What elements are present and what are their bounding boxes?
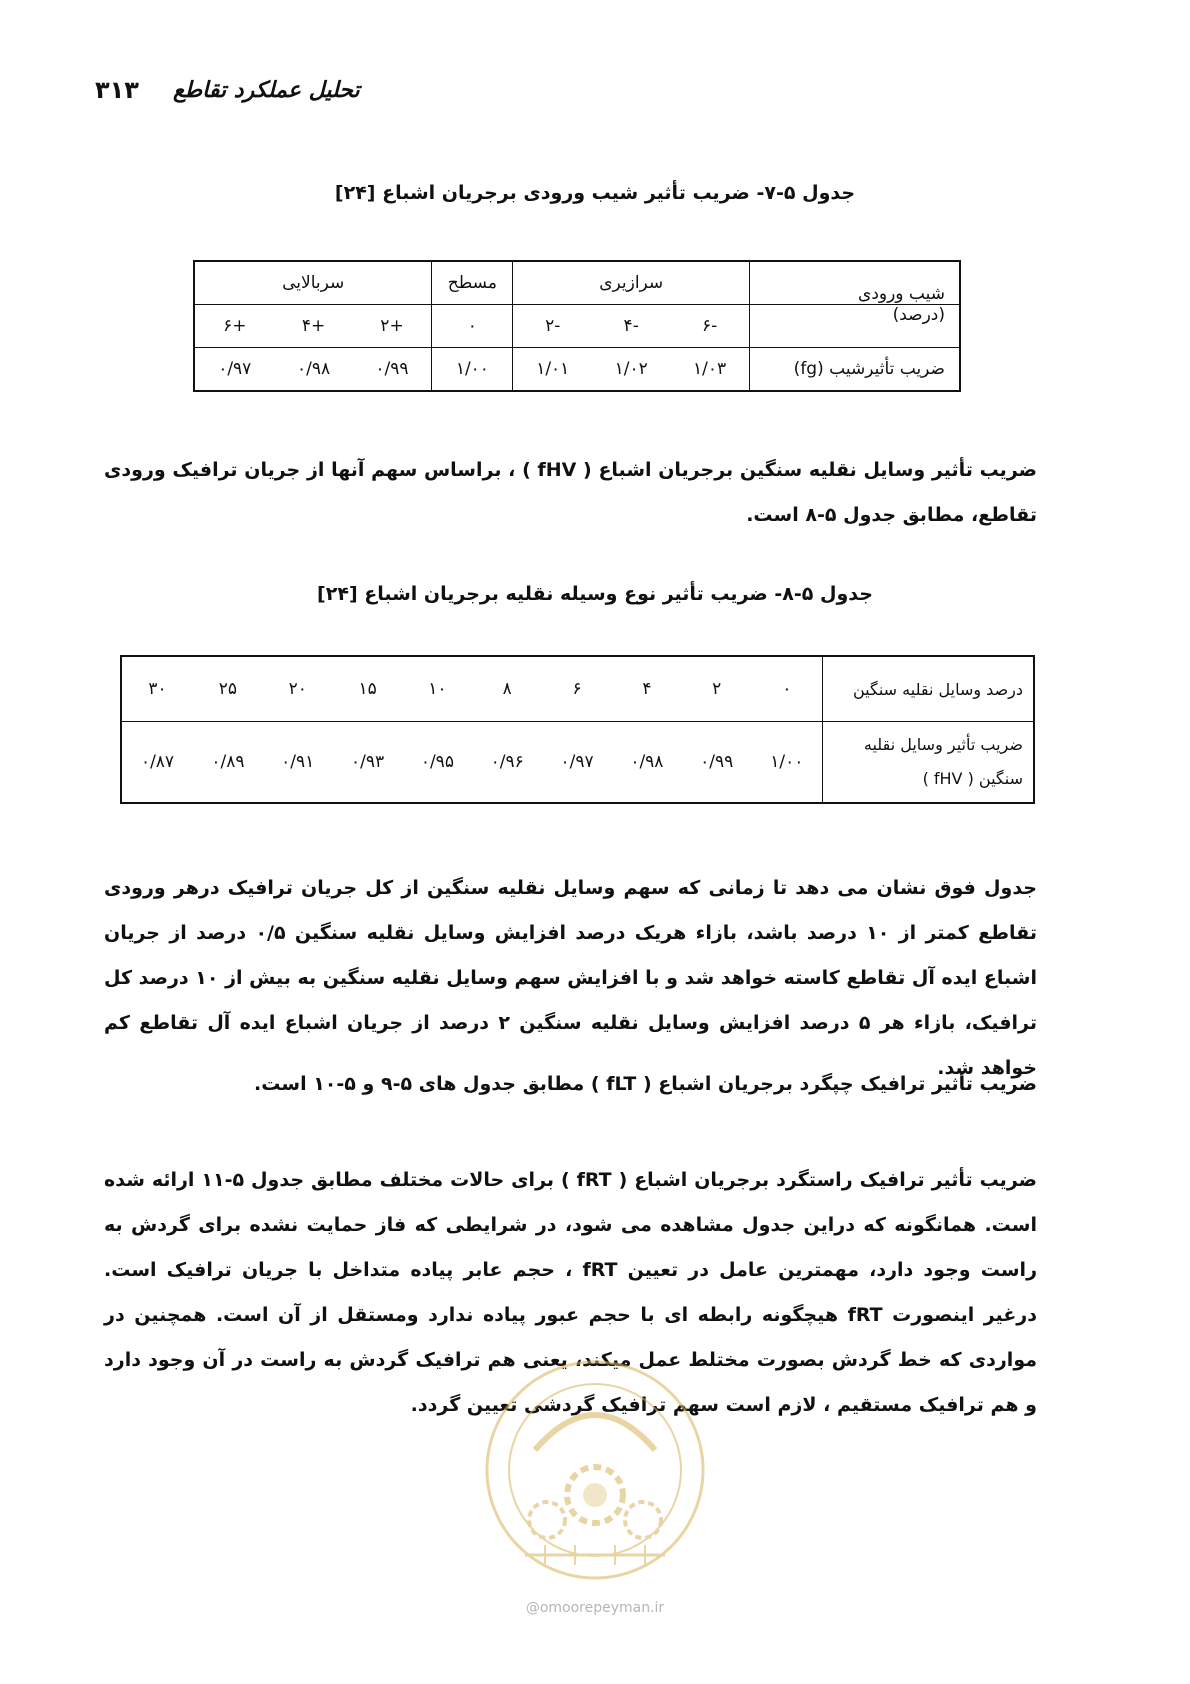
table1-caption: جدول ۵-۷- ضریب تأثیر شیب ورودی برجریان اشباع [۲۴] bbox=[334, 182, 856, 204]
grade-cell: -۲ bbox=[513, 305, 592, 348]
grade-cell: +۲ bbox=[353, 305, 432, 348]
paragraph-table-explanation: جدول فوق نشان می دهد تا زمانی که سهم وسایل نقلیه سنگین از کل جریان ترافیک درهر ورودی تقاطع کمتر از ۱۰ درصد باشد، بازاء هریک درصد افزایش وسایل نقلیه سنگین ۰/۵ درصد از جریان اشباع ایده آل تقاطع کاسته خواهد شد و با افزایش سهم وسایل نقلیه سنگین به بیش از ۱۰ درصد کل ترافیک، بازاء هر ۵ درصد افزایش وسایل نقلیه سنگین ۲ درصد از جریان اشباع ایده آل تقاطع کم خواهد شد. bbox=[104, 877, 1038, 1079]
grade-factor-cell: ۱/۰۰ bbox=[432, 348, 513, 392]
percent-cell: ۲۵ bbox=[193, 656, 263, 722]
paragraph-right-turn: ضریب تأثیر ترافیک راستگرد برجریان اشباع ( fRT ) برای حالات مختلف مطابق جدول ۵-۱۱ ارائه شده است. همانگونه که دراین جدول مشاهده می شود، در شرایطی که فاز حمایت نشده برای گردش به راست وجود دارد، مهمترین عامل در تعیین fRT ، حجم عابر پیاده متداخل با جریان ترافیک است. درغیر اینصورت fRT هیچگونه رابطه ای با حجم عبور پیاده ندارد ومستقل از آن است. همچنین در مواردی که خط گردش بصورت مختلط عمل میکند، یعنی هم ترافیک گردش به راست در آن وجود دارد و هم ترافیک مستقیم ، لازم است سهم ترافیک گردشی تعیین گردد. bbox=[104, 1169, 1038, 1416]
percent-cell: ۳۰ bbox=[121, 656, 193, 722]
grade-factor-label: ضریب تأثیرشیب (fg) bbox=[750, 348, 961, 392]
grade-cell: +۴ bbox=[275, 305, 353, 348]
grade-cell: -۶ bbox=[670, 305, 749, 348]
table2-caption: جدول ۵-۸- ضریب تأثیر نوع وسیله نقلیه برجریان اشباع [۲۴] bbox=[317, 583, 873, 605]
hv-factor-cell: ۰/۹۷ bbox=[560, 752, 594, 772]
hv-factor-cell: ۰/۹۶ bbox=[490, 752, 524, 772]
grade-factor-cell: ۱/۰۱ bbox=[513, 348, 592, 392]
watermark-seal-icon bbox=[475, 1340, 715, 1600]
percent-cell: ۸ bbox=[472, 656, 542, 722]
group-downhill: سرازیری bbox=[513, 261, 750, 305]
percent-cell: ۱۰ bbox=[402, 656, 472, 722]
grade-factor-cell: ۰/۹۸ bbox=[297, 359, 331, 379]
group-uphill: سربالایی bbox=[194, 261, 432, 305]
watermark-url: @omoorepeyman.ir bbox=[525, 1600, 665, 1616]
hv-factor-cell: ۱/۰۰ bbox=[770, 752, 804, 772]
grade-factor-cell: ۱/۰۲ bbox=[614, 359, 648, 379]
grade-factor-cell: ۰/۹۹ bbox=[353, 348, 432, 392]
running-title: تحلیل عملکرد تقاطع bbox=[172, 77, 360, 103]
hv-factor-cell: ۰/۹۸ bbox=[630, 752, 664, 772]
percent-cell: ۴ bbox=[612, 656, 682, 722]
hv-factor-cell: ۰/۹۵ bbox=[420, 752, 454, 772]
percent-cell: ۱۵ bbox=[333, 656, 403, 722]
hv-factor-cell: ۰/۹۳ bbox=[351, 752, 385, 772]
hv-factor-cell: ۰/۹۹ bbox=[700, 752, 734, 772]
group-flat: مسطح bbox=[432, 261, 513, 305]
paragraph-heavy-vehicle: ضریب تأثیر وسایل نقلیه سنگین برجریان اشباع ( fHV ) ، براساس سهم آنها از جریان ترافیک ورودی تقاطع، مطابق جدول ۵-۸ است. bbox=[104, 459, 1037, 526]
percent-cell: ۰ bbox=[752, 656, 823, 722]
hv-factor-label: ضریب تأثیر وسایل نقلیه سنگین ( fHV ) bbox=[823, 722, 1035, 804]
page-number: ۳۱۳ bbox=[95, 76, 139, 104]
grade-cell: +۶ bbox=[194, 305, 275, 348]
paragraph-left-turn: ضریب تأثیر ترافیک چپگرد برجریان اشباع ( fLT ) مطابق جدول های ۵-۹ و ۵-۱۰ است. bbox=[254, 1073, 1037, 1095]
percent-label: درصد وسایل نقلیه سنگین bbox=[823, 656, 1035, 722]
hv-factor-cell: ۰/۸۹ bbox=[211, 752, 245, 772]
hv-factor-cell: ۰/۸۷ bbox=[140, 752, 175, 772]
percent-cell: ۲ bbox=[682, 656, 752, 722]
percent-cell: ۶ bbox=[542, 656, 612, 722]
hv-factor-cell: ۰/۹۱ bbox=[281, 752, 315, 772]
grade-factor-cell: ۱/۰۳ bbox=[693, 359, 727, 379]
grade-label: شیب ورودی bbox=[750, 261, 961, 305]
percent-cell: ۲۰ bbox=[263, 656, 333, 722]
grade-unit-label: (درصد) bbox=[750, 305, 961, 348]
grade-cell: -۴ bbox=[592, 305, 670, 348]
page-header bbox=[95, 70, 395, 110]
grade-cell: ۰ bbox=[432, 305, 513, 348]
grade-factor-cell: ۰/۹۷ bbox=[218, 359, 252, 379]
grade-factor-table bbox=[193, 260, 961, 392]
heavy-vehicle-table bbox=[120, 655, 1035, 804]
